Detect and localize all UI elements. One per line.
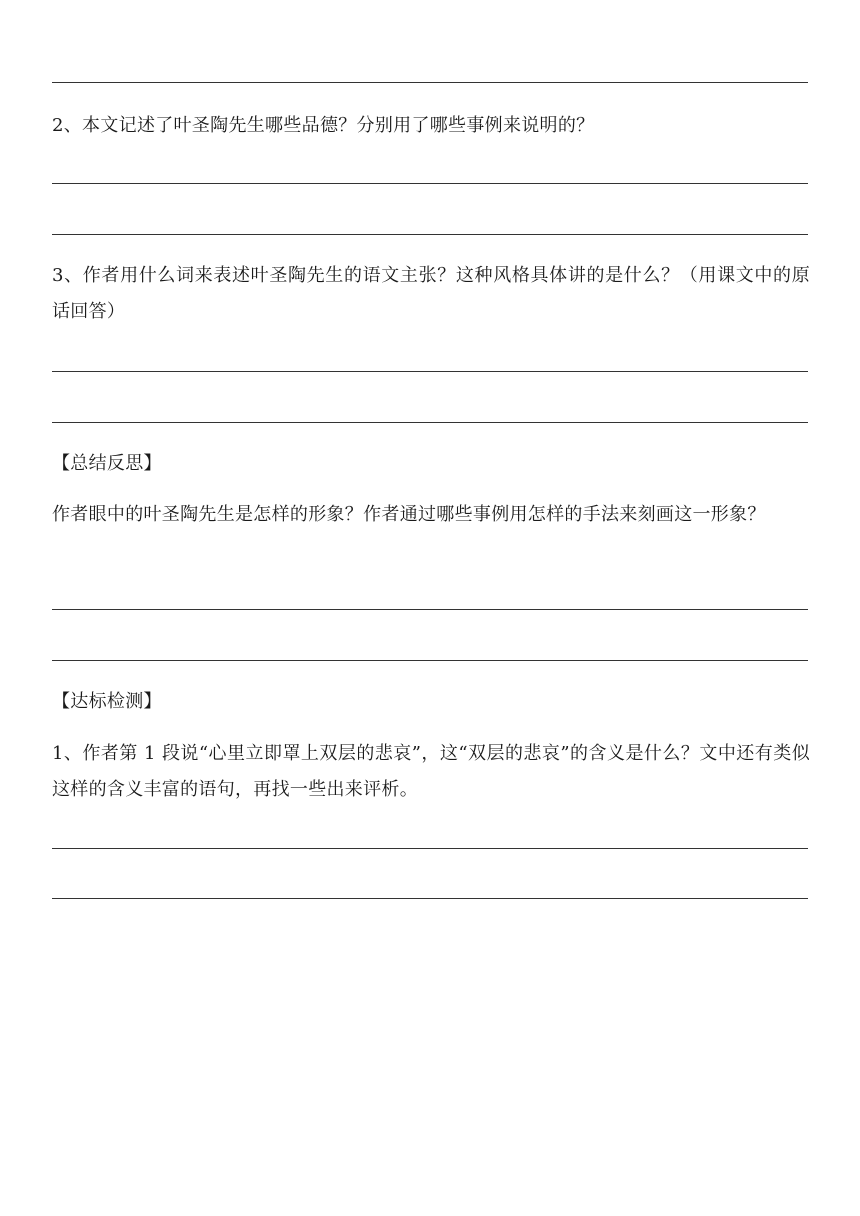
answer-line (52, 848, 808, 849)
summary-question: 作者眼中的叶圣陶先生是怎样的形象？作者通过哪些事例用怎样的手法来刻画这一形象？ (52, 504, 766, 525)
summary-heading: 【总结反思】 (52, 453, 162, 474)
test-heading: 【达标检测】 (52, 691, 162, 712)
answer-line (52, 660, 808, 661)
answer-line (52, 183, 808, 184)
test-question-1: 1、作者第 1 段说“心里立即罩上双层的悲哀”，这“双层的悲哀”的含义是什么？文中还有类似这样的含义丰富的语句，再找一些出来评析。 (52, 743, 810, 800)
question-2: 2、本文记述了叶圣陶先生哪些品德？分别用了哪些事例来说明的？ (52, 115, 595, 136)
answer-line (52, 609, 808, 610)
question-3: 3、作者用什么词来表述叶圣陶先生的语文主张？这种风格具体讲的是什么？（用课文中的原话回答） (52, 265, 810, 322)
answer-line (52, 82, 808, 83)
answer-line (52, 371, 808, 372)
answer-line (52, 234, 808, 235)
answer-line (52, 422, 808, 423)
answer-line (52, 898, 808, 899)
